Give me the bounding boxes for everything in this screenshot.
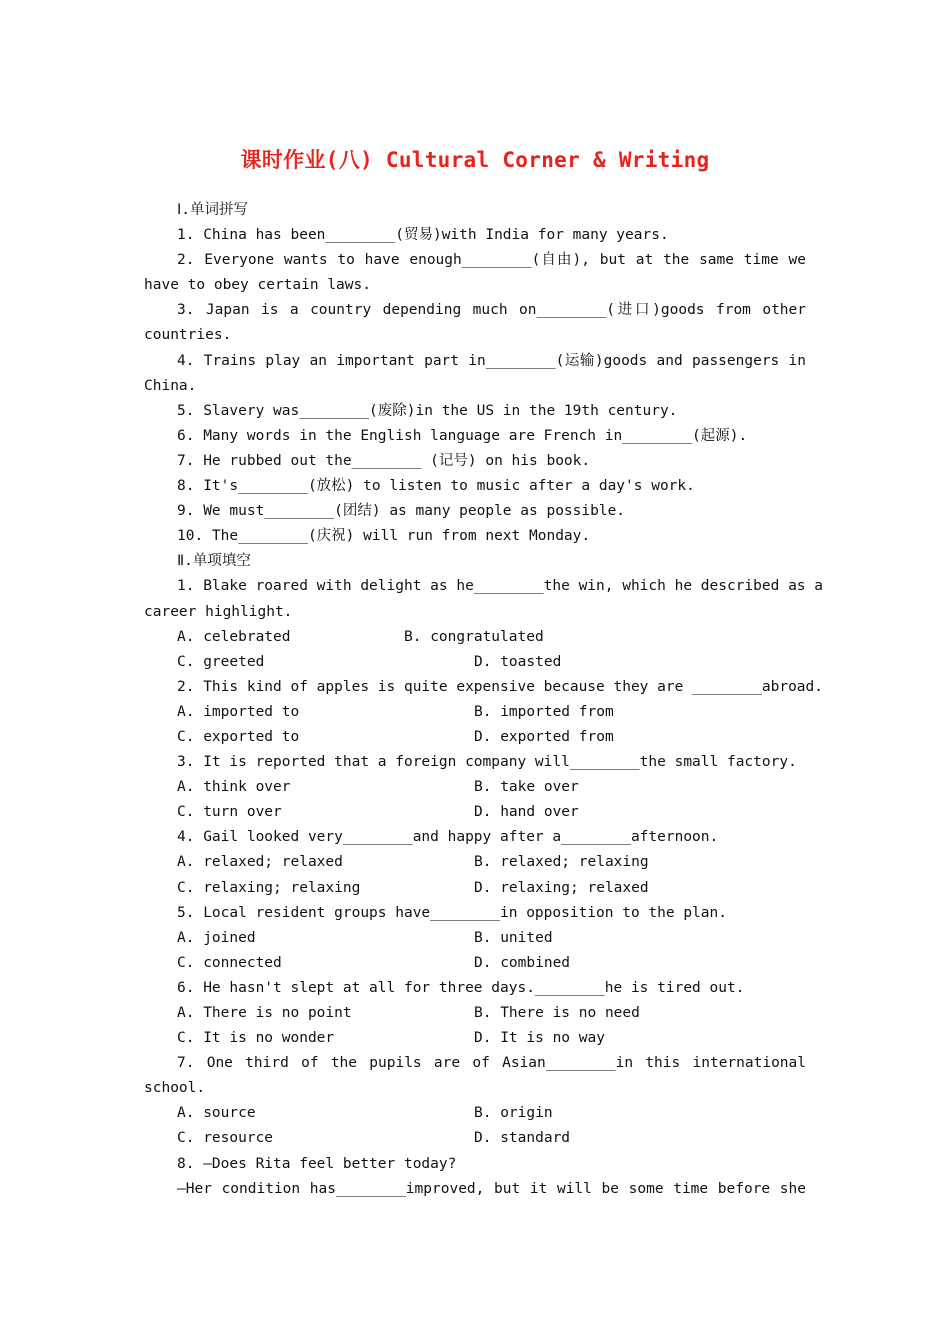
item-line: have to obey certain laws. [144,277,371,294]
option-b: B. imported from [474,703,614,720]
option-row [144,951,806,976]
option-row [144,725,806,750]
item-line: 8. It's________(放松) to listen to music after a day's work. [177,478,695,495]
option-d: D. standard [474,1130,571,1147]
option-b: B. united [474,929,553,946]
option-c: C. greeted [177,653,265,670]
option-c: C. It is no wonder [177,1030,335,1047]
question-stem: career highlight. [144,603,293,620]
spelling-item-1 [144,223,806,248]
section-heading: Ⅱ.单项填空 [177,553,251,570]
option-row [144,775,806,800]
option-b: B. There is no need [474,1005,640,1021]
option-c: C. exported to [177,728,300,745]
item-line: 4. Trains play an important part in________(运输)goods and passengers in [177,352,806,369]
option-row [144,876,806,901]
item-line: 6. Many words in the English language are French in________(起源). [177,427,748,444]
question-4 [144,825,806,900]
item-line: 3. Japan is a country depending much on________(进口)goods from other [177,302,806,319]
option-row [144,800,806,825]
option-row [144,700,806,725]
option-b: B. relaxed; relaxing [474,854,649,871]
option-d: D. relaxing; relaxed [474,879,649,896]
spelling-item-4 [144,349,806,399]
option-a: A. relaxed; relaxed [177,854,343,871]
item-line: 5. Slavery was________(废除)in the US in the 19th century. [177,402,678,419]
option-b: B. congratulated [404,628,544,645]
option-a: A. think over [177,779,291,796]
item-line: 9. We must________(团结) as many people as possible. [177,503,626,520]
option-row [144,1101,806,1126]
spelling-item-6 [144,424,806,449]
question-5 [144,901,806,976]
option-d: D. exported from [474,728,614,745]
page-title: 课时作业(八) Cultural Corner & Writing [240,148,710,172]
option-c: C. relaxing; relaxing [177,879,361,896]
option-d: D. toasted [474,653,562,670]
question-7 [144,1051,806,1151]
option-row [144,1001,806,1026]
option-d: D. combined [474,954,571,971]
option-b: B. take over [474,779,579,796]
question-1 [144,574,824,674]
question-stem: 2. This kind of apples is quite expensive because they are ________abroad. [177,678,824,695]
item-line: 7. He rubbed out the________ (记号) on his book. [177,452,591,469]
spelling-item-10 [144,524,806,549]
option-d: D. It is no way [474,1030,605,1047]
question-8 [144,1152,806,1202]
spelling-item-5 [144,399,806,424]
item-line: 2. Everyone wants to have enough________(自由), but at the same time we [177,252,806,269]
worksheet-content [144,198,824,1202]
spelling-item-7 [144,449,806,474]
question-stem: 7. One third of the pupils are of Asian________in this international [177,1055,806,1072]
question-stem: 3. It is reported that a foreign company will________the small factory. [177,754,797,771]
option-c: C. turn over [177,804,282,821]
item-line: 10. The________(庆祝) will run from next Monday. [177,528,591,545]
option-b: B. origin [474,1105,553,1122]
option-row [144,1126,806,1151]
option-row [144,926,806,951]
item-line: China. [144,377,197,394]
question-stem: 5. Local resident groups have________in opposition to the plan. [177,904,727,921]
option-row [144,625,806,650]
item-line: countries. [144,327,232,344]
option-row [144,650,806,675]
option-a: A. source [177,1105,256,1122]
question-stem: 4. Gail looked very________and happy after a________afternoon. [177,829,719,846]
option-row [144,1026,806,1051]
item-line: 1. China has been________(贸易)with India for many years. [177,227,669,244]
spelling-item-8 [144,474,806,499]
option-row [144,850,806,875]
question-stem: 6. He hasn't slept at all for three days.________he is tired out. [177,979,745,996]
spelling-item-2 [144,248,806,298]
question-stem: school. [144,1080,206,1097]
spelling-item-3 [144,298,806,348]
spelling-item-9 [144,499,806,524]
question-stem: —Her condition has________improved, but it will be some time before she [177,1180,806,1197]
option-c: C. connected [177,954,282,971]
question-3 [144,750,806,825]
question-2 [144,675,824,750]
question-6 [144,976,806,1051]
option-a: A. celebrated [177,628,291,645]
section-heading: Ⅰ.单词拼写 [177,202,249,218]
question-stem: 8. —Does Rita feel better today? [177,1155,457,1172]
option-c: C. resource [177,1130,274,1147]
option-a: A. joined [177,929,256,946]
option-a: A. imported to [177,703,300,720]
option-d: D. hand over [474,804,579,821]
option-a: A. There is no point [177,1005,352,1021]
question-stem: 1. Blake roared with delight as he________the win, which he described as a [177,578,824,595]
